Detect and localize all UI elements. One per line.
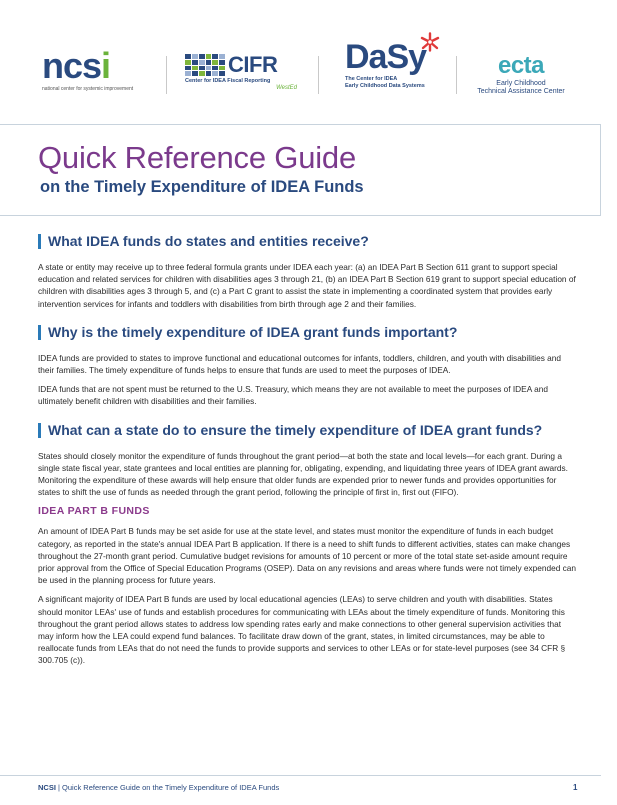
section-heading: Why is the timely expenditure of IDEA grant funds important? xyxy=(38,325,578,340)
ecta-logo-word: ecta xyxy=(497,52,545,79)
page-title: Quick Reference Guide xyxy=(38,140,357,175)
section-idea-funds xyxy=(38,234,578,310)
body-paragraph: IDEA funds are provided to states to improve functional and educational outcomes for infants, toddlers, children, and youth with disabilities and their families. The timely expenditure of funds helps to ensure that funds are used to meet the purposes of IDEA. xyxy=(38,352,562,376)
dasy-logo-word: DaSy xyxy=(345,40,426,74)
page-number: 1 xyxy=(573,783,578,792)
section-state-actions xyxy=(38,423,578,667)
logo-divider xyxy=(456,56,457,94)
logo-bar xyxy=(0,0,617,118)
subsection-heading: IDEA PART B FUNDS xyxy=(38,505,150,518)
ecta-logo xyxy=(466,54,576,96)
title-frame-bottom xyxy=(0,215,601,216)
cifr-grid-icon xyxy=(185,54,225,76)
body-paragraph: A state or entity may receive up to three federal formula grants under IDEA each year: (a) an IDEA Part B Section 611 grant to support special education and related services for children with disabilities ages 3 through 21, (b) an IDEA Part B Section 619 grant to support special education of children with disabilities ages 3 through 5, and (c) a Part C grant to assist the state in implementing a coordinated system that provides early intervention services for infants and toddlers with disabilities from birth through age 2 and their families. xyxy=(38,262,576,309)
section-heading: What IDEA funds do states and entities receive? xyxy=(38,234,578,249)
dasy-logo xyxy=(345,40,455,90)
section-heading: What can a state do to ensure the timely expenditure of IDEA grant funds? xyxy=(38,423,578,438)
flower-icon xyxy=(420,32,440,52)
logo-divider xyxy=(318,56,319,94)
dasy-logo-tagline: The Center for IDEA Early Childhood Data Systems xyxy=(345,76,425,89)
ecta-logo-tagline: Early Childhood Technical Assistance Center xyxy=(477,80,565,95)
body-paragraph: States should closely monitor the expenditure of funds throughout the grant period—at both the state and local levels—for each grant. During a single state fiscal year, state grantees and local entities are planning for, obligating, expending, and liquidating three years of IDEA grant awards. Monitoring the expenditure of these awards will help ensure that older funds are expended prior to newer funds and provides opportunities for states to shift the use of funds as needed through the grant period, following the principle of first in, first out (FIFO). xyxy=(38,450,568,498)
cifr-logo xyxy=(185,54,297,91)
cifr-logo-tagline: Center for IDEA Fiscal Reporting xyxy=(185,78,271,84)
section-timely-importance xyxy=(38,325,578,408)
body-paragraph: An amount of IDEA Part B funds may be set aside for use at the state level, and states must monitor the expenditure of funds in each budget category, as reported in the state's annual IDEA Part B application. If there is a need to shift funds to different activities, states can make changes throughout the 27-month grant period. Cumulative budget revisions for amounts of 10 percent or more of the total state set-aside amount require prior approval from the Office of Special Education Programs (OSEP). Data on any revisions and areas where funds were not timely expended can be used in the planning process for future years. xyxy=(38,526,577,586)
ncsi-logo-word: ncsi xyxy=(42,45,111,86)
title-frame-right xyxy=(600,124,601,216)
footer xyxy=(38,783,279,792)
footer-separator: | xyxy=(55,783,63,792)
title-frame-top xyxy=(0,124,601,125)
ncsi-logo-tagline: national center for systemic improvement xyxy=(42,86,134,92)
ncsi-logo xyxy=(42,45,162,92)
wested-logo: WestEd xyxy=(276,85,297,91)
cifr-logo-word: CIFR xyxy=(228,52,278,77)
main-content xyxy=(38,234,578,674)
body-paragraph: A significant majority of IDEA Part B funds are used by local educational agencies (LEAs) to serve children and youth with disabilities. States should monitor LEAs' use of funds and establish procedures for communicating with LEAs about the timely expenditure of funds. Monitoring this throughout the grant period allows states to address low spending rates early and make connections to other general supervision activities that may inform how the LEA could expend fund balances. To facilitate draw down of the grant, states, in limited circumstances, may be able to reallocate funds from LEAs that do not need the funds to provide supports and services to other LEAs or for state-level purposes (see 34 CFR § 300.705 (c)). xyxy=(38,594,566,666)
footer-divider xyxy=(0,775,601,776)
page-subtitle: on the Timely Expenditure of IDEA Funds xyxy=(40,178,364,196)
logo-divider xyxy=(166,56,167,94)
footer-brand: NCSI xyxy=(38,783,56,792)
body-paragraph: IDEA funds that are not spent must be returned to the U.S. Treasury, which means they are not available to meet the purposes of IDEA and ultimately benefit children with disabilities and their families. xyxy=(38,384,548,407)
footer-text: Quick Reference Guide on the Timely Expenditure of IDEA Funds xyxy=(62,783,280,792)
